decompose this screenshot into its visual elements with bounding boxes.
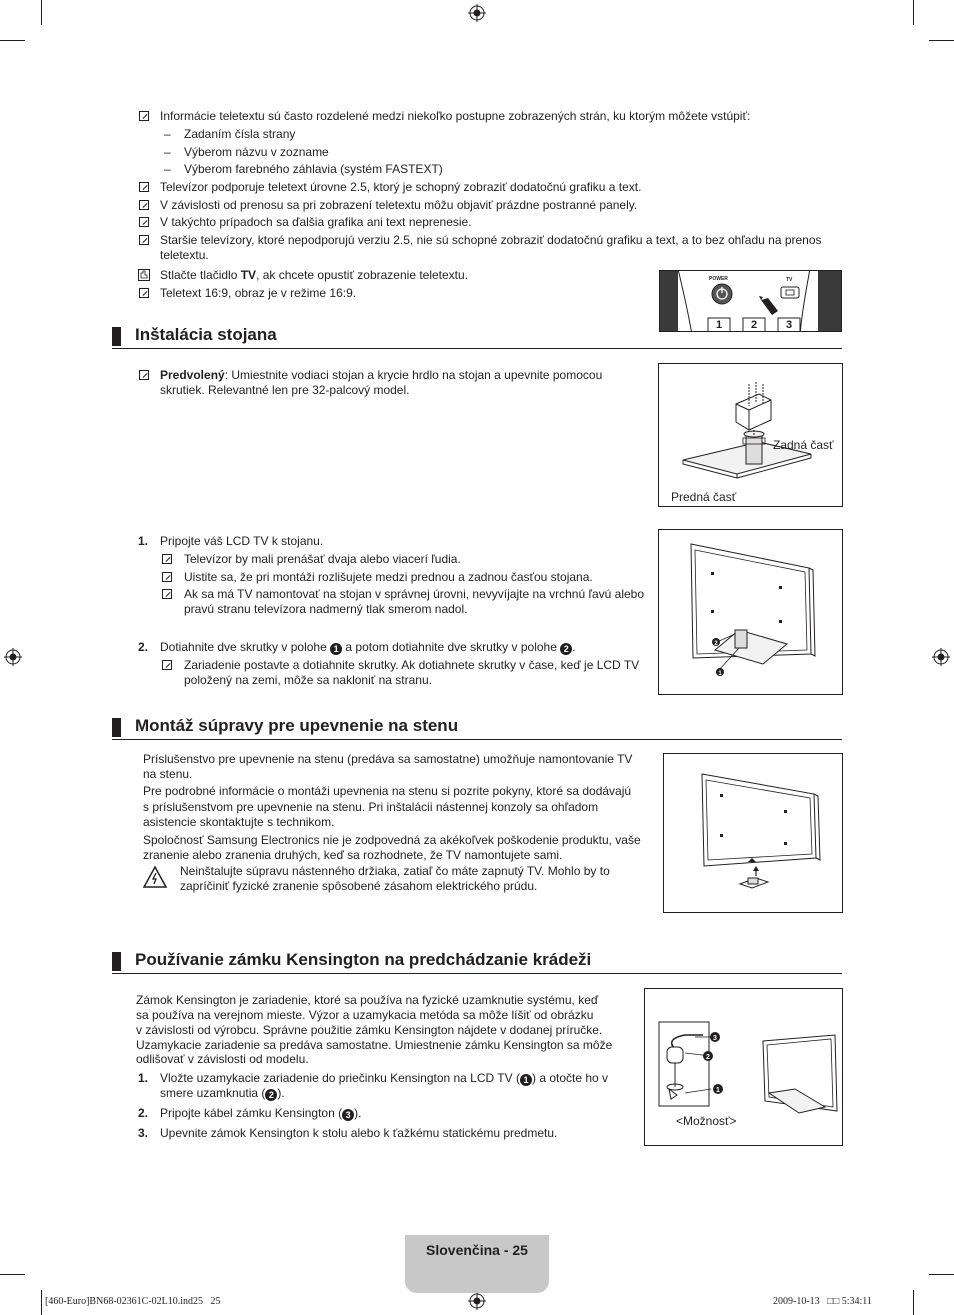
remote-key-1: 1 bbox=[716, 319, 723, 331]
crop-mark bbox=[41, 1290, 42, 1315]
tv-key-label: TV bbox=[240, 268, 257, 282]
tv-stand-figure bbox=[658, 529, 843, 695]
step-text: Vložte uzamykacie zariadenie do priečinku Kensington na LCD TV ( bbox=[160, 1071, 520, 1085]
marker-1: 1 bbox=[520, 1074, 532, 1086]
kensington-step-3: Upevnite zámok Kensington k stolu alebo k ťažkému statickému predmetu. bbox=[160, 1126, 558, 1140]
teletext-note: V závislosti od prenosu sa pri zobrazení teletextu môžu objaviť prázdne postranné panely. bbox=[160, 198, 638, 212]
section-rule bbox=[112, 348, 842, 349]
stand-step1-note: Televízor by mali prenášať dvaja alebo viacerí ľudia. bbox=[184, 552, 461, 566]
note-icon bbox=[139, 217, 149, 227]
stand-step1-note: Ak sa má TV namontovať na stojan v správnej úrovni, nevyvíjajte na vrchnú ľavú alebo bbox=[184, 587, 645, 601]
teletext-item: Výberom názvu v zozname bbox=[184, 145, 329, 159]
marker-3: 3 bbox=[713, 1035, 717, 1042]
kensington-step-1-cont bbox=[160, 1086, 285, 1102]
stand-step-2 bbox=[160, 640, 576, 656]
section-title-stand: Inštalácia stojana bbox=[135, 325, 277, 344]
note-icon bbox=[139, 370, 149, 380]
wall-paragraph: na stenu. bbox=[143, 767, 193, 781]
kensington-step-2 bbox=[160, 1106, 361, 1122]
marker-2: 2 bbox=[560, 643, 572, 655]
section-marker bbox=[112, 952, 121, 971]
wall-warning: Neinštalujte súpravu nástenného držiaka, zatiaľ čo máte zapnutý TV. Mohlo by to bbox=[180, 864, 610, 878]
note-icon bbox=[139, 111, 149, 121]
step-text: Dotiahnite dve skrutky v polohe bbox=[160, 640, 331, 654]
note-icon bbox=[162, 572, 172, 582]
preset-text: : Umiestnite vodiaci stojan a krycie hrdlo na stojan a upevnite pomocou bbox=[224, 368, 603, 382]
stand-step2-note: Zariadenie postavte a dotiahnite skrutky. Ak dotiahnete skrutky v čase, keď je LCD TV bbox=[184, 658, 640, 672]
section-marker bbox=[112, 718, 121, 737]
kensington-paragraph: odlišovať v závislosti od modelu. bbox=[136, 1052, 309, 1066]
tv-label: TV bbox=[786, 277, 793, 283]
marker-1: 1 bbox=[330, 643, 342, 655]
crop-mark bbox=[913, 0, 914, 25]
wall-warning-cont: zapríčiniť fyzické zranenie spôsobené zásahom elektrického prúdu. bbox=[180, 879, 538, 893]
step-number: 2. bbox=[138, 1106, 149, 1120]
note-icon bbox=[139, 182, 149, 192]
wall-paragraph: zranenie alebo zranenia druhých, keď sa rozhodnete, že TV namontujete sami. bbox=[143, 848, 563, 862]
stand-step1-note: Uistite sa, že pri montáži rozlišujete medzi prednou a zadnou časťou stojana. bbox=[184, 570, 593, 584]
wall-mount-figure bbox=[663, 753, 843, 913]
note-icon bbox=[162, 589, 172, 599]
step-text: ). bbox=[277, 1086, 285, 1100]
teletext-note: Televízor podporuje teletext úrovne 2.5, ktorý je schopný zobraziť dodatočnú grafiku a text. bbox=[160, 180, 642, 194]
crop-mark bbox=[41, 0, 42, 25]
remote-key-2: 2 bbox=[751, 319, 758, 331]
warning-icon bbox=[142, 865, 168, 889]
note-icon bbox=[139, 288, 149, 298]
kensington-step-1 bbox=[160, 1071, 608, 1087]
teletext-note: Staršie televízory, ktoré nepodporujú verziu 2.5, nie sú schopné zobraziť dodatočnú grafiku a text, a to bez ohľadu na prenos bbox=[160, 233, 822, 247]
section-title-wall-mount: Montáž súpravy pre upevnenie na stenu bbox=[135, 716, 459, 735]
step-number: 2. bbox=[138, 640, 149, 654]
teletext-note: V takýchto prípadoch sa ďalšia grafika ani text neprenesie. bbox=[160, 215, 472, 229]
registration-mark-icon bbox=[468, 4, 486, 22]
front-label: Predná časť bbox=[671, 490, 737, 504]
crop-mark bbox=[0, 1274, 25, 1275]
kensington-paragraph: Zámok Kensington je zariadenie, ktoré sa používa na fyzické uzamknutie systému, keď bbox=[136, 993, 599, 1007]
power-label: POWER bbox=[709, 276, 728, 282]
registration-mark-icon bbox=[4, 648, 22, 666]
crop-mark bbox=[0, 40, 25, 41]
stand-step1-note-cont: pravú stranu televízora nadmerný tlak smerom nadol. bbox=[184, 602, 468, 616]
teletext-item: Výberom farebného záhlavia (systém FASTEXT) bbox=[184, 162, 443, 176]
wall-paragraph: Pre podrobné informácie o montáži upevnenia na stenu si pozrite pokyny, ktoré sa dodávajú bbox=[143, 784, 632, 798]
marker-2: 2 bbox=[706, 1054, 710, 1061]
stand-preset-note bbox=[160, 368, 602, 384]
marker-1: 1 bbox=[718, 671, 722, 677]
back-label: Zadná časť bbox=[773, 438, 834, 452]
marker-3: 3 bbox=[342, 1109, 354, 1121]
kensington-paragraph: sa používa na verejnom mieste. Výzor a uzamykacia metóda sa môže líšiť od obrázku bbox=[136, 1008, 594, 1022]
kensington-paragraph: Uzamykacie zariadenie sa predáva samostatne. Umiestnenie zámku Kensington sa môže bbox=[136, 1038, 613, 1052]
print-date: 2009-10-13 □□ 5:34:11 bbox=[773, 1296, 872, 1307]
step-text: smere uzamknutia ( bbox=[160, 1086, 266, 1100]
stand-preset-note-cont: skrutiek. Relevantné len pre 32-palcový model. bbox=[160, 383, 410, 397]
step-text: . bbox=[572, 640, 576, 654]
remote-key-3: 3 bbox=[786, 319, 793, 331]
marker-2: 2 bbox=[714, 641, 718, 647]
wall-paragraph: s príslušenstvom pre upevnenie na stenu. Pri inštalácii nástennej konzoly sa ohľadom bbox=[143, 800, 599, 814]
kensington-paragraph: v závislosti od výrobcu. Správne použitie zámku Kensington nájdete v dodanej príručke. bbox=[136, 1023, 603, 1037]
marker-2: 2 bbox=[265, 1089, 277, 1101]
wall-paragraph: Spoločnosť Samsung Electronics nie je zodpovedná za akékoľvek poškodenie produktu, vaše bbox=[143, 833, 641, 847]
option-label: <Možnosť> bbox=[676, 1114, 737, 1128]
file-slug: [460-Euro]BN68-02361C-02L10.ind25 25 bbox=[45, 1296, 221, 1307]
note-text: Stlačte tlačidlo bbox=[160, 268, 241, 282]
step-text: ) a otočte ho v bbox=[531, 1071, 609, 1085]
teletext-note-tv bbox=[160, 268, 468, 284]
note-icon bbox=[162, 554, 172, 564]
page-label: Slovenčina - 25 bbox=[426, 1242, 528, 1258]
dash: – bbox=[164, 127, 171, 141]
teletext-note: Teletext 16:9, obraz je v režime 16:9. bbox=[160, 286, 357, 300]
marker-1: 1 bbox=[716, 1087, 720, 1094]
section-rule bbox=[112, 973, 842, 974]
step-text: ). bbox=[354, 1106, 362, 1120]
stand-step-1: Pripojte váš LCD TV k stojanu. bbox=[160, 534, 324, 548]
crop-mark bbox=[913, 1290, 914, 1315]
section-marker bbox=[112, 327, 121, 346]
note-text: , ak chcete opustiť zobrazenie teletextu. bbox=[256, 268, 469, 282]
stand-step2-note-cont: položený na zemi, môže sa nakloniť na stranu. bbox=[184, 673, 432, 687]
wall-paragraph: asistencie skontaktujte s technikom. bbox=[143, 815, 335, 829]
teletext-intro: Informácie teletextu sú často rozdelené medzi niekoľko postupne zobrazených strán, ku ktorým môžete vstúpiť: bbox=[160, 109, 751, 123]
kensington-figure bbox=[644, 988, 843, 1146]
registration-mark-icon bbox=[932, 648, 950, 666]
teletext-item: Zadaním čísla strany bbox=[184, 127, 296, 141]
crop-mark bbox=[929, 1274, 954, 1275]
section-title-kensington: Používanie zámku Kensington na predchádzanie krádeži bbox=[135, 950, 592, 969]
step-number: 1. bbox=[138, 1071, 149, 1085]
dash: – bbox=[164, 145, 171, 159]
preset-label: Predvolený bbox=[160, 368, 225, 382]
dash: – bbox=[164, 162, 171, 176]
hand-note-icon bbox=[138, 269, 150, 281]
step-number: 3. bbox=[138, 1126, 149, 1140]
note-icon bbox=[162, 660, 172, 670]
step-number: 1. bbox=[138, 534, 149, 548]
wall-paragraph: Príslušenstvo pre upevnenie na stenu (predáva sa samostatne) umožňuje namontovanie TV bbox=[143, 752, 633, 766]
note-icon bbox=[139, 200, 149, 210]
registration-mark-icon bbox=[468, 1292, 486, 1310]
step-text: a potom dotiahnite dve skrutky v polohe bbox=[342, 640, 561, 654]
teletext-note-cont: teletextu. bbox=[160, 248, 209, 262]
stand-figure bbox=[658, 363, 843, 507]
note-icon bbox=[139, 235, 149, 245]
section-rule bbox=[112, 739, 842, 740]
remote-figure bbox=[659, 270, 842, 332]
step-text: Pripojte kábel zámku Kensington ( bbox=[160, 1106, 343, 1120]
crop-mark bbox=[929, 40, 954, 41]
